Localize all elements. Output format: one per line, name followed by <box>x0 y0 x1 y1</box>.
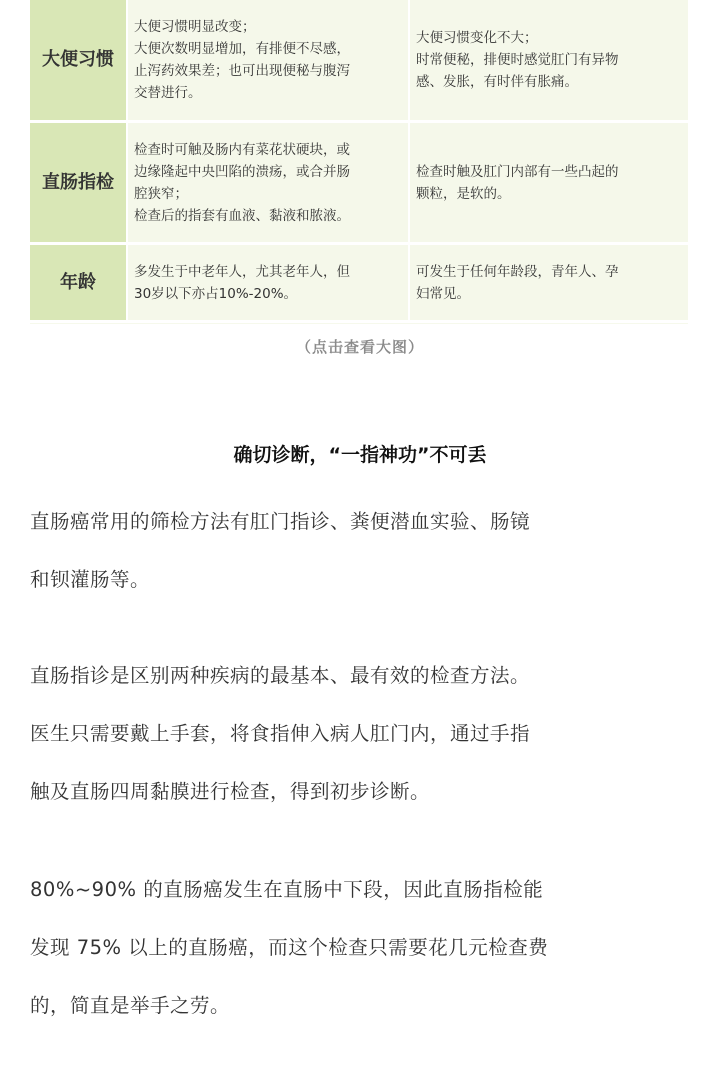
paragraph <box>30 861 694 1035</box>
comparison-table-image[interactable] <box>30 0 688 324</box>
paragraph-line: 直肠指诊是区别两种疾病的最基本、最有效的检查方法。 <box>30 664 531 687</box>
paragraph-line: 发现 75% 以上的直肠癌，而这个检查只需要花几元检查费 <box>30 936 549 959</box>
cell-text: 妇常见。 <box>416 285 470 302</box>
table-cell <box>127 244 409 322</box>
cell-text: 多发生于中老年人，尤其老年人，但 <box>134 263 350 280</box>
section-heading: 确切诊断，“一指神功”不可丢 <box>233 444 487 466</box>
paragraph-line: 80%~90% 的直肠癌发生在直肠中下段，因此直肠指检能 <box>30 878 544 901</box>
cell-text: 检查后的指套有血液、黏液和脓液。 <box>134 207 350 224</box>
comparison-table <box>30 0 688 323</box>
row-label: 直肠指检 <box>30 122 127 244</box>
cell-text: 颗粒，是软的。 <box>416 185 511 202</box>
table-row <box>30 122 688 244</box>
table-row <box>30 0 688 122</box>
table-cell <box>127 0 409 122</box>
cell-text: 边缘隆起中央凹陷的溃疡，或合并肠 <box>134 163 350 180</box>
cell-text: 腔狭窄； <box>134 185 188 202</box>
table-cell <box>409 122 688 244</box>
cell-text: 可发生于任何年龄段，青年人、孕 <box>416 263 619 280</box>
cell-text: 30岁以下亦占10%-20%。 <box>134 285 298 302</box>
table-cell <box>409 244 688 322</box>
paragraph <box>30 493 694 609</box>
paragraph-line: 触及直肠四周黏膜进行检查，得到初步诊断。 <box>30 780 431 803</box>
view-large-image-caption[interactable]: （点击查看大图） <box>295 338 424 356</box>
row-label: 大便习惯 <box>30 0 127 122</box>
cell-text: 检查时可触及肠内有菜花状硬块，或 <box>134 141 350 158</box>
table-cell <box>409 0 688 122</box>
paragraph-line: 直肠癌常用的筛检方法有肛门指诊、粪便潜血实验、肠镜 <box>30 510 531 533</box>
table-row <box>30 244 688 322</box>
cell-text: 止泻药效果差；也可出现便秘与腹泻 <box>134 63 350 79</box>
cell-text: 交替进行。 <box>134 85 202 101</box>
paragraph <box>30 647 694 821</box>
cell-text: 大便习惯明显改变； <box>134 19 256 35</box>
cell-text: 感、发胀，有时伴有胀痛。 <box>416 74 578 90</box>
paragraph-line: 和钡灌肠等。 <box>30 568 151 591</box>
paragraph-line: 医生只需要戴上手套，将食指伸入病人肛门内，通过手指 <box>30 722 531 745</box>
cell-text: 大便习惯变化不大； <box>416 30 538 46</box>
cell-text: 大便次数明显增加，有排便不尽感， <box>134 41 350 57</box>
paragraph-line: 的，简直是举手之劳。 <box>30 994 231 1017</box>
cell-text: 时常便秘，排便时感觉肛门有异物 <box>416 52 619 68</box>
row-label: 年龄 <box>30 244 127 322</box>
cell-text: 检查时触及肛门内部有一些凸起的 <box>416 163 619 180</box>
table-cell <box>127 122 409 244</box>
